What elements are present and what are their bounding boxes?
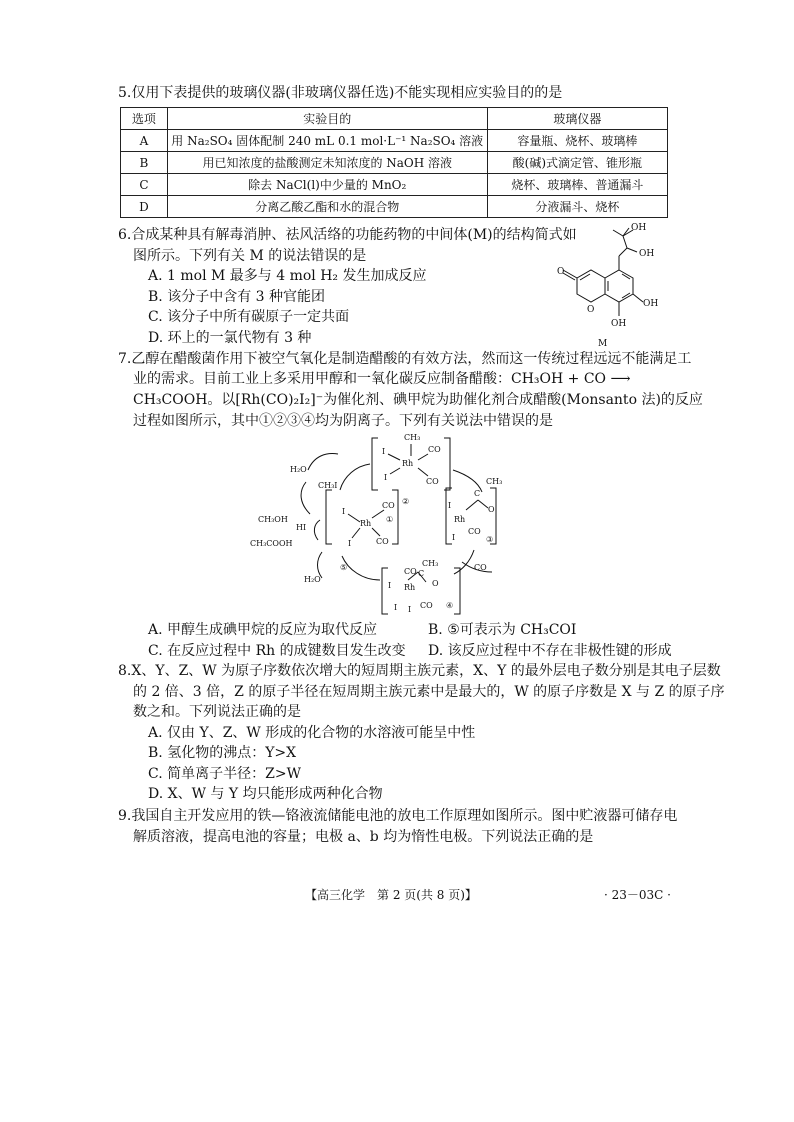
cell-option: C (121, 174, 168, 196)
cell-option: B (121, 152, 168, 174)
top-complex-co2: CO (426, 477, 439, 486)
left-complex-rh: Rh (360, 519, 372, 528)
bottom-complex-ch3: CH₃ (422, 559, 439, 568)
q6-option-c: C. 该分子中所有碳原子一定共面 (148, 309, 350, 325)
q7-stem-line2: 业的需求。目前工业上多采用甲醇和一氧化碳反应制备醋酸：CH₃OH + CO ⟶ (133, 371, 631, 387)
cell-purpose: 除去 NaCl(l)中少量的 MnO₂ (167, 174, 487, 196)
right-complex-i2: I (452, 533, 456, 542)
header-option: 选项 (121, 108, 168, 130)
q6-stem-line2: 图所示。下列有关 M 的说法错误的是 (133, 248, 367, 264)
q5-table (120, 107, 668, 218)
cell-purpose: 分离乙酸乙酯和水的混合物 (167, 196, 487, 218)
q8-option-a: A. 仅由 Y、Z、W 形成的化合物的水溶液可能呈中性 (148, 725, 476, 741)
q7-option-b: B. ⑤可表示为 CH₃COI (428, 622, 577, 638)
mol-label-oh-bottom: OH (611, 319, 627, 329)
table-header-row (121, 108, 668, 130)
table-row (121, 174, 668, 196)
top-complex-i1: I (382, 447, 386, 456)
right-complex-ch3: CH₃ (486, 477, 503, 486)
bottom-complex-co2: CO (420, 601, 433, 610)
top-complex-co: CO (428, 445, 441, 454)
top-complex-rh: Rh (402, 459, 414, 468)
mol-label-m: M (598, 339, 608, 349)
bottom-complex-co: CO (404, 567, 417, 576)
mol-label-o-carbonyl: O (557, 267, 565, 277)
q7-option-a: A. 甲醇生成碘甲烷的反应为取代反应 (148, 622, 378, 638)
molecule-m-structure (555, 222, 675, 352)
q6-stem-line1: 6.合成某种具有解毒消肿、祛风活络的功能药物的中间体(M)的结构简式如 (118, 227, 577, 243)
bottom-complex-i2: I (394, 603, 398, 612)
table-row (121, 152, 668, 174)
cell-instruments: 酸(碱)式滴定管、锥形瓶 (487, 152, 667, 174)
page-footer: 【高三化学 第 2 页(共 8 页)】 (305, 888, 477, 902)
cell-instruments: 烧杯、玻璃棒、普通漏斗 (487, 174, 667, 196)
label-circle-1: ① (386, 515, 394, 524)
cell-option: A (121, 130, 168, 152)
label-ch3cooh: CH₃COOH (250, 539, 293, 548)
complex-bonds (348, 444, 488, 582)
label-h2o-top: H₂O (290, 465, 307, 474)
label-circle-5: ⑤ (340, 563, 348, 572)
bottom-complex-i3: I (408, 605, 412, 614)
header-purpose: 实验目的 (167, 108, 487, 130)
mol-label-oh-right: OH (643, 299, 659, 309)
left-complex-co2: CO (376, 537, 389, 546)
header-instruments: 玻璃仪器 (487, 108, 667, 130)
q7-option-c: C. 在反应过程中 Rh 的成键数目发生改变 (148, 643, 406, 659)
label-ch3i: CH₃I (318, 481, 338, 490)
q9-stem-line1: 9.我国自主开发应用的铁—铬液流储能电池的放电工作原理如图所示。图中贮液器可储存电 (118, 808, 678, 824)
q9-stem-line2: 解质溶液，提高电池的容量；电极 a、b 均为惰性电极。下列说法正确的是 (133, 829, 594, 845)
cell-instruments: 分液漏斗、烧杯 (487, 196, 667, 218)
q7-stem-line4: 过程如图所示，其中①②③④均为阴离子。下列有关说法中错误的是 (133, 413, 553, 429)
label-ch3oh: CH₃OH (258, 515, 288, 524)
q6-option-a: A. 1 mol M 最多与 4 mol H₂ 发生加成反应 (148, 268, 427, 284)
top-complex-i2: I (384, 473, 388, 482)
left-complex-i1: I (342, 507, 346, 516)
right-complex-rh: Rh (454, 515, 466, 524)
bottom-complex-i1: I (388, 581, 392, 590)
mol-label-o-ring: O (587, 305, 595, 315)
q8-option-b: B. 氢化物的沸点：Y>X (148, 745, 297, 761)
q7-stem-line1: 7.乙醇在醋酸菌作用下被空气氧化是制造醋酸的有效方法，然而这一传统过程远远不能满足工 (118, 351, 692, 367)
q6-option-b: B. 该分子中含有 3 种官能团 (148, 289, 325, 305)
monsanto-cycle-diagram (248, 430, 503, 616)
bottom-complex-rh: Rh (404, 583, 416, 592)
right-complex-co: CO (468, 527, 481, 536)
q6-option-d: D. 环上的一氯代物有 3 种 (148, 330, 312, 346)
q7-stem-line3: CH₃COOH。以[Rh(CO)₂I₂]⁻为催化剂、碘甲烷为助催化剂合成醋酸(Monsanto 法)的反应 (133, 392, 703, 408)
cell-option: D (121, 196, 168, 218)
bottom-complex-c: C (418, 569, 425, 578)
cell-instruments: 容量瓶、烧杯、玻璃棒 (487, 130, 667, 152)
right-complex-c: C (474, 489, 481, 498)
q8-stem-line2: 的 2 倍、3 倍，Z 的原子半径在短周期主族元素中是最大的，W 的原子序数是 X 与 Z 的原子序 (133, 684, 725, 700)
label-circle-2: ② (402, 497, 410, 506)
mol-label-oh-top: OH (631, 223, 647, 233)
q8-stem-line3: 数之和。下列说法正确的是 (133, 704, 301, 720)
table-row (121, 130, 668, 152)
top-complex-ch3: CH₃ (404, 433, 421, 442)
cell-purpose: 用 Na₂SO₄ 固体配制 240 mL 0.1 mol·L⁻¹ Na₂SO₄ 溶液 (167, 130, 487, 152)
q5-stem: 5.仅用下表提供的玻璃仪器(非玻璃仪器任选)不能实现相应实验目的的是 (118, 85, 563, 101)
q7-option-d: D. 该反应过程中不存在非极性键的形成 (428, 643, 672, 659)
label-co-right: CO (474, 563, 487, 572)
q8-stem-line1: 8.X、Y、Z、W 为原子序数依次增大的短周期主族元素，X、Y 的最外层电子数分别是其电子层数 (118, 663, 721, 679)
label-circle-4: ④ (446, 601, 454, 610)
label-circle-3: ③ (486, 535, 494, 544)
right-complex-i1: I (448, 501, 452, 510)
q8-option-d: D. X、W 与 Y 均只能形成两种化合物 (148, 786, 383, 802)
right-complex-o: O (488, 505, 495, 514)
table-row (121, 196, 668, 218)
molecule-bonds (563, 228, 643, 316)
label-h2o-bottom: H₂O (304, 575, 321, 584)
left-complex-i2: I (348, 539, 352, 548)
mol-label-oh-chain: OH (639, 249, 655, 259)
label-hi: HI (296, 523, 307, 532)
left-complex-co1: CO (382, 501, 395, 510)
cell-purpose: 用已知浓度的盐酸测定未知浓度的 NaOH 溶液 (167, 152, 487, 174)
bottom-complex-o: O (432, 579, 439, 588)
exam-code: · 23－03C · (604, 888, 671, 902)
diagram-brackets-and-arrows (301, 438, 496, 614)
q8-option-c: C. 简单离子半径：Z>W (148, 766, 301, 782)
